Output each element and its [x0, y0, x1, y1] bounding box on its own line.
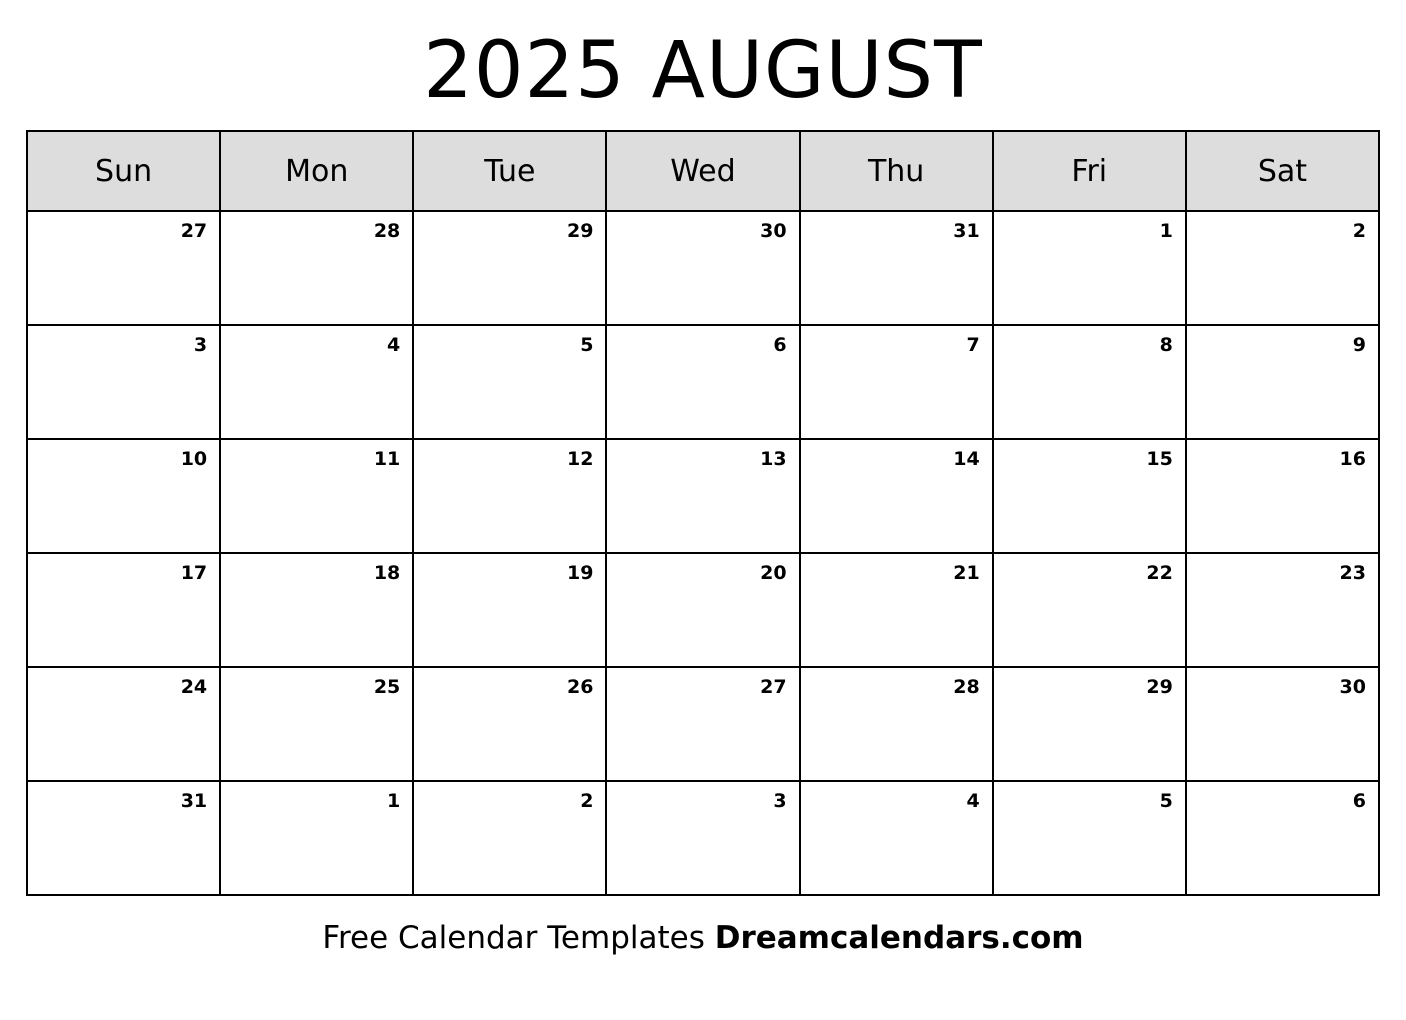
calendar-day-cell[interactable]	[1186, 325, 1379, 439]
calendar-day-cell[interactable]	[993, 439, 1186, 553]
calendar-week-row	[27, 781, 1379, 895]
calendar-day-cell[interactable]	[27, 553, 220, 667]
calendar-day-cell[interactable]	[27, 211, 220, 325]
weekday-header-fri: Fri	[993, 131, 1186, 211]
calendar-day-cell[interactable]	[27, 667, 220, 781]
calendar-day-cell[interactable]	[27, 439, 220, 553]
calendar-day-cell[interactable]	[993, 211, 1186, 325]
calendar-day-cell[interactable]	[800, 781, 993, 895]
calendar-day-cell[interactable]	[413, 781, 606, 895]
calendar-day-cell[interactable]	[993, 553, 1186, 667]
calendar-day-cell[interactable]	[413, 667, 606, 781]
calendar-day-cell[interactable]	[27, 781, 220, 895]
day-number: 29	[1146, 676, 1173, 698]
calendar-day-cell[interactable]	[1186, 439, 1379, 553]
day-number: 26	[566, 676, 594, 698]
calendar-week-row	[27, 439, 1379, 553]
footer-text: Free Calendar Templates	[322, 920, 715, 956]
calendar-day-cell[interactable]	[220, 439, 413, 553]
day-number: 4	[387, 334, 401, 356]
calendar-day-cell[interactable]	[220, 211, 413, 325]
day-number: 25	[373, 676, 401, 698]
day-number: 21	[953, 562, 980, 584]
calendar-week-row	[27, 553, 1379, 667]
day-number: 12	[566, 448, 594, 470]
calendar-day-cell[interactable]	[800, 211, 993, 325]
calendar-day-cell[interactable]	[993, 667, 1186, 781]
calendar-day-cell[interactable]	[220, 325, 413, 439]
day-number: 6	[1352, 790, 1366, 812]
day-number: 22	[1146, 562, 1173, 584]
day-number: 13	[760, 448, 787, 470]
calendar-day-cell[interactable]	[800, 553, 993, 667]
calendar-week-row	[27, 667, 1379, 781]
weekday-header-tue: Tue	[413, 131, 606, 211]
calendar-day-cell[interactable]	[413, 439, 606, 553]
day-number: 20	[760, 562, 787, 584]
day-number: 24	[180, 676, 208, 698]
day-number: 28	[953, 676, 980, 698]
day-number: 10	[180, 448, 208, 470]
calendar-day-cell[interactable]	[27, 325, 220, 439]
calendar-day-cell[interactable]	[800, 325, 993, 439]
calendar-day-cell[interactable]	[606, 781, 799, 895]
day-number: 16	[1339, 448, 1366, 470]
footer-credit	[0, 896, 1406, 956]
day-number: 27	[180, 220, 208, 242]
day-number: 31	[953, 220, 980, 242]
calendar-day-cell[interactable]	[993, 325, 1186, 439]
day-number: 23	[1339, 562, 1366, 584]
calendar-week-row	[27, 211, 1379, 325]
weekday-header-sun: Sun	[27, 131, 220, 211]
page-title: 2025 AUGUST	[423, 26, 983, 116]
day-number: 14	[953, 448, 980, 470]
weekday-header-wed: Wed	[606, 131, 799, 211]
day-number: 28	[373, 220, 401, 242]
day-number: 15	[1146, 448, 1173, 470]
day-number: 3	[773, 790, 787, 812]
day-number: 7	[966, 334, 980, 356]
calendar-day-cell[interactable]	[606, 211, 799, 325]
calendar-day-cell[interactable]	[413, 211, 606, 325]
calendar-day-cell[interactable]	[220, 781, 413, 895]
calendar-body	[27, 211, 1379, 895]
day-number: 27	[760, 676, 787, 698]
calendar-day-cell[interactable]	[993, 781, 1186, 895]
day-number: 5	[1159, 790, 1173, 812]
calendar-day-cell[interactable]	[220, 553, 413, 667]
day-number: 2	[580, 790, 594, 812]
calendar-day-cell[interactable]	[606, 325, 799, 439]
calendar-day-cell[interactable]	[1186, 781, 1379, 895]
day-number: 5	[580, 334, 594, 356]
day-number: 1	[387, 790, 401, 812]
calendar-day-cell[interactable]	[606, 553, 799, 667]
day-number: 9	[1352, 334, 1366, 356]
day-number: 17	[180, 562, 208, 584]
weekday-header-thu: Thu	[800, 131, 993, 211]
day-number: 11	[373, 448, 401, 470]
day-number: 1	[1159, 220, 1173, 242]
calendar-day-cell[interactable]	[1186, 553, 1379, 667]
calendar-day-cell[interactable]	[800, 667, 993, 781]
calendar-grid	[26, 130, 1380, 896]
footer-brand: Dreamcalendars.com	[714, 920, 1084, 956]
calendar-day-cell[interactable]	[413, 325, 606, 439]
calendar-day-cell[interactable]	[220, 667, 413, 781]
day-number: 18	[373, 562, 401, 584]
day-number: 30	[1339, 676, 1366, 698]
day-number: 30	[760, 220, 787, 242]
calendar-header-row	[27, 131, 1379, 211]
calendar-day-cell[interactable]	[413, 553, 606, 667]
day-number: 3	[193, 334, 208, 356]
day-number: 29	[566, 220, 594, 242]
day-number: 19	[566, 562, 594, 584]
calendar-week-row	[27, 325, 1379, 439]
calendar-day-cell[interactable]	[606, 439, 799, 553]
calendar-day-cell[interactable]	[800, 439, 993, 553]
day-number: 8	[1159, 334, 1173, 356]
day-number: 6	[773, 334, 787, 356]
calendar-day-cell[interactable]	[1186, 667, 1379, 781]
weekday-header-sat: Sat	[1186, 131, 1379, 211]
day-number: 31	[180, 790, 208, 812]
calendar-day-cell[interactable]	[606, 667, 799, 781]
day-number: 4	[966, 790, 980, 812]
calendar-day-cell[interactable]	[1186, 211, 1379, 325]
weekday-header-mon: Mon	[220, 131, 413, 211]
day-number: 2	[1352, 220, 1366, 242]
